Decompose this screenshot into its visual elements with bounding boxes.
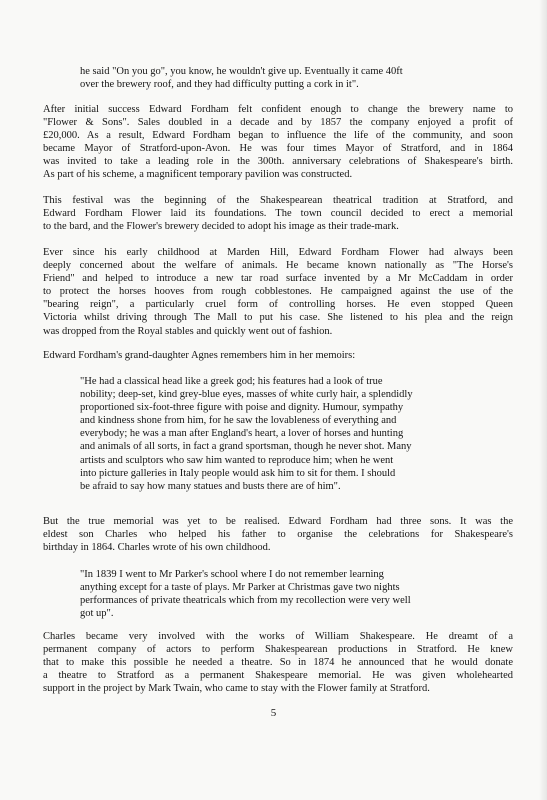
text-line: was invited to take a leading role in the 300th. anniversary celebrations of Shakespeare's birth. (43, 156, 513, 168)
text-line: and kindness shone from him, for he saw the lovableness of everything and (80, 415, 397, 427)
text-line: a theatre to Stratford as a permanent Shakespeare memorial. He was given wholehearted (43, 670, 513, 682)
paragraph-shakespeare-theatre (43, 630, 513, 695)
paragraph-festival (43, 194, 513, 233)
text-line: But the true memorial was yet to be realised. Edward Fordham had three sons. It was the (43, 516, 513, 527)
text-line: eldest son Charles who helped his father to organise the celebrations for Shakespeare's (43, 529, 513, 541)
text-line: over the brewery roof, and they had difficulty putting a cork in it". (80, 79, 359, 91)
text-line: £20,000. As a result, Edward Fordham began to influence the life of the community, and soon (43, 130, 513, 142)
text-line: was dropped from the Royal stables and quickly went out of fashion. (43, 325, 333, 337)
text-line: anything except for a taste of plays. Mr Parker at Christmas gave two nights (80, 582, 400, 594)
text-line: that to make this possible he needed a theatre. So in 1874 he announced that he would donate (43, 657, 513, 669)
text-line: be afraid to say how many statues and busts there are of him". (80, 480, 341, 492)
text-line: proportioned six-foot-three figure with poise and dignity. Humour, sympathy (80, 402, 404, 414)
text-line: Victoria whilst driving through The Mall to put his case. She listened to his plea and the reign (43, 312, 513, 324)
quote-block-parkers-school (80, 568, 490, 620)
text-line: and animals of all sorts, in fact a grand sportsman, though he never shot. Many (80, 441, 412, 453)
text-line: Friend" and helped to introduce a new tar road surface invented by a Mr McCaddam in order (43, 273, 513, 285)
text-line: everybody; he was a man after England's heart, a lover of horses and hunting (80, 428, 404, 440)
text-line: became Mayor of Stratford-upon-Avon. He was four times Mayor of Stratford, and in 1864 (43, 143, 513, 155)
paragraph-flower-and-sons (43, 103, 513, 182)
text-line: Ever since his early childhood at Marden Hill, Edward Fordham Flower had always been (43, 247, 513, 258)
text-line: performances of private theatricals which from my recollection were very well (80, 595, 411, 607)
text-line: artists and sculptors who saw him wanted to reproduce him; when he went (80, 454, 394, 466)
text-line: to the bard, and the Flower's brewery decided to adopt his image as their trade-mark. (43, 221, 399, 233)
text-line: Edward Fordham Flower laid its foundations. The town council decided to erect a memorial (43, 208, 513, 220)
page-edge-shadow (539, 0, 547, 800)
text-line: "bearing reign", a particularly cruel form of controlling horses. He even stopped Queen (43, 299, 513, 311)
text-line: "Flower & Sons". Sales doubled in a decade and by 1857 the company enjoyed a profit of (43, 117, 513, 129)
paragraph-horses-friend (43, 246, 513, 338)
text-line: This festival was the beginning of the Shakespearean theatrical tradition at Stratford, and (43, 195, 513, 206)
text-line: nobility; deep-set, kind grey-blue eyes, masses of white curly hair, a splendidly (80, 389, 413, 401)
text-line: "In 1839 I went to Mr Parker's school where I do not remember learning (80, 569, 384, 580)
text-line: got up". (80, 608, 114, 620)
text-line: deeply concerned about the welfare of animals. He became known nationally as "The Horse's (43, 260, 513, 272)
quote-block-greek-god (80, 375, 490, 493)
text-line: he said "On you go", you know, he wouldn't give up. Eventually it came 40ft (80, 66, 403, 77)
quote-block-brewery (80, 65, 490, 91)
paragraph-agnes-memoirs (43, 349, 513, 362)
text-line: Charles became very involved with the works of William Shakespeare. He dreamt of a (43, 631, 513, 642)
text-line: birthday in 1864. Charles wrote of his own childhood. (43, 542, 271, 554)
page-number: 5 (270, 707, 277, 719)
text-line: permanent company of actors to perform Shakespearean productions in Stratford. He knew (43, 644, 513, 656)
text-line: As part of his scheme, a magnificent temporary pavilion was constructed. (43, 169, 353, 181)
text-line: into picture galleries in Italy people would ask him to sit for them. I should (80, 467, 396, 479)
text-line: Edward Fordham's grand-daughter Agnes remembers him in her memoirs: (43, 350, 356, 361)
text-line: "He had a classical head like a greek god; his features had a look of true (80, 376, 383, 387)
paragraph-true-memorial (43, 515, 513, 554)
text-line: After initial success Edward Fordham felt confident enough to change the brewery name to (43, 104, 513, 115)
text-line: to protect the horses hooves from rough cobblestones. He campaigned against the use of the (43, 286, 513, 298)
text-line: support in the project by Mark Twain, who came to stay with the Flower family at Stratford. (43, 683, 430, 695)
